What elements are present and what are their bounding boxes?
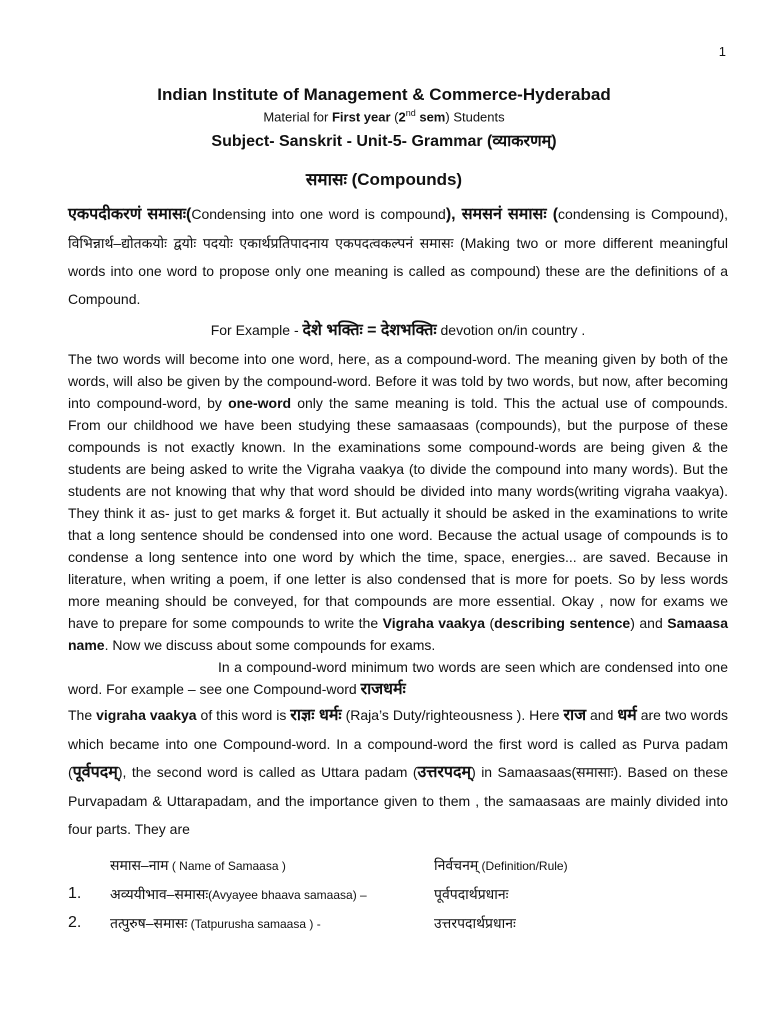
row-name-en: (Tatpurusha samaasa ) - — [187, 917, 321, 931]
definition-en-2: condensing is Compound — [558, 206, 720, 222]
example-line — [68, 313, 728, 348]
table-header-name-dev: समास–नाम — [110, 857, 169, 873]
row-rule: पूर्वपदार्थप्रधानः — [434, 886, 509, 902]
definition-dev-3: ), विभिन्नार्थ–द्योतकयोः द्वयोः पदयोः एकार्थप्रतिपादनाय एकपदत्वकल्पनं समासः ( — [68, 206, 729, 251]
institute-title: Indian Institute of Management & Commerce-Hyderabad — [157, 85, 611, 104]
explanation-paragraph — [68, 348, 728, 656]
table-header-name — [110, 851, 434, 880]
para3-text-5: are two words which became into one Compound-word. In a compound-word the first word is called as Purva padam ( — [68, 707, 729, 780]
row-name-dev: अव्ययीभाव–समासः — [110, 886, 209, 902]
para3-dev-6: समासाः — [576, 764, 614, 780]
material-first-year: First year — [331, 109, 391, 125]
subject-title: Subject- Sanskrit - Unit-5- Grammar (व्याकरणम्) — [211, 133, 557, 151]
table-row — [68, 880, 728, 909]
para3-text-8: ). Based on these Purvapadam & Uttarapadam, and the importance given to them , the samaasaas are mainly divided into four parts. They are — [68, 764, 728, 837]
para1-text-3: ( — [484, 615, 495, 631]
material-line — [0, 105, 768, 125]
definition-dev-2: ), समसनं समासः ( — [445, 206, 559, 223]
para3-dev-1: राज्ञः धर्मः — [290, 707, 342, 724]
para1-text-5: . Now we discuss about some compounds for exams. — [104, 637, 436, 653]
page-number: 1 — [718, 44, 726, 59]
definition-dev-1: एकपदीकरणं समासः( — [68, 206, 192, 223]
para1-bold-1: one-word — [228, 395, 292, 411]
vigraha-paragraph — [68, 701, 728, 843]
para1-bold-3: describing sentence — [494, 615, 631, 631]
para1-text-4: ) and — [630, 615, 668, 631]
material-sem-sup: nd — [405, 108, 416, 118]
para1-bold-2: Vigraha vaakya — [382, 615, 485, 631]
table-header-row — [68, 851, 728, 880]
row-rule: उत्तरपदार्थप्रधानः — [434, 915, 516, 931]
material-suffix: ) Students — [445, 109, 505, 125]
para3-text-2: of this word is — [196, 707, 291, 723]
para2-dev: राजधर्मः — [360, 681, 406, 698]
row-number: 2. — [68, 914, 82, 931]
row-name — [110, 880, 434, 909]
definition-en-4: these are the definitions of a Compound. — [68, 263, 728, 307]
document-body — [68, 200, 728, 938]
material-paren: ( — [390, 109, 399, 125]
para3-text-3: (Raja’s Duty/righteousness ). Here — [341, 707, 564, 723]
samasa-title: समासः (Compounds) — [305, 170, 463, 190]
row-name-dev: तत्पुरुष–समासः — [110, 915, 188, 931]
table-header-name-en: ( Name of Samaasa ) — [168, 859, 286, 873]
para1-bold-4: Samaasa name — [68, 615, 728, 653]
table-header-rule-en: (Definition/Rule) — [478, 859, 568, 873]
samasa-table — [68, 851, 728, 938]
para2-text-1: In a compound-word minimum two words are seen which are condensed into one word. For example – see one Compound-word — [68, 659, 728, 697]
table-header-rule-dev: निर्वचनम् — [434, 857, 479, 873]
row-name — [110, 909, 434, 938]
para3-text-4: and — [586, 707, 618, 723]
row-number: 1. — [68, 885, 82, 902]
material-sem-word: sem — [415, 109, 446, 125]
document-header — [0, 84, 768, 191]
example-meaning: devotion on/in country . — [436, 322, 586, 338]
para3-text-6: ), the second word is called as Uttara padam ( — [117, 764, 418, 780]
material-sem-num: 2 — [398, 109, 406, 125]
table-header-spacer — [68, 851, 110, 880]
para3-dev-2: राज — [563, 707, 587, 724]
para3-dev-4: पूर्वपदम् — [72, 764, 118, 781]
definition-dev-4: ) — [535, 263, 541, 279]
material-prefix: Material for — [263, 109, 332, 125]
compound-example-paragraph — [68, 656, 728, 701]
para1-text-1: The two words will become into one word, here, as a compound-word. The meaning given by both of the words, will also be given by the compound-word. Before it was told by two words, but now, after becoming into compound-word, by — [68, 351, 728, 411]
definition-en-1: Condensing into one word is compound — [191, 206, 446, 222]
para3-dev-5: उत्तरपदम् — [417, 764, 472, 781]
para1-text-2: only the same meaning is told. This the actual use of compounds. From our childhood we have been studying these samaasaas (compounds), but the purpose of these compounds is not exactly known. In the examinations some compound-words are being given & the students are being asked to write the Vigraha vaakya (to divide the compound into many words). But the students are not knowing that why that word should be divided into many words(writing vigraha vaakya). They think it as- just to get marks & forget it. But actually it should be asked in the examinations to write that a long sentence should be condensed into one word. Because the actual usage of compounds is to condense a long sentence into one word by which the time, space, energies... are saved. Because in literature, when writing a poem, if one letter is also condensed that is more for poets. So by less words more meaning should be conveyed, for that compounds are more essential. Okay , now for exams we have to prepare for some compounds to write the — [68, 395, 728, 631]
table-row — [68, 909, 728, 938]
definition-paragraph — [68, 200, 728, 313]
row-name-en: (Avyayee bhaava samaasa) – — [208, 888, 367, 902]
para3-bold-1: vigraha vaakya — [96, 707, 197, 723]
para3-dev-3: धर्म — [617, 707, 637, 724]
table-header-rule — [434, 851, 728, 880]
para3-text-7: ) in Samaasaas( — [471, 764, 577, 780]
example-label: For Example - — [210, 322, 303, 338]
definition-en-3: Making two or more different meaningful words into one word to propose only one meaning is called as compound — [68, 235, 728, 279]
example-dev: देशे भक्तिः = देशभक्तिः — [302, 322, 437, 339]
para3-text-1: The — [68, 707, 97, 723]
